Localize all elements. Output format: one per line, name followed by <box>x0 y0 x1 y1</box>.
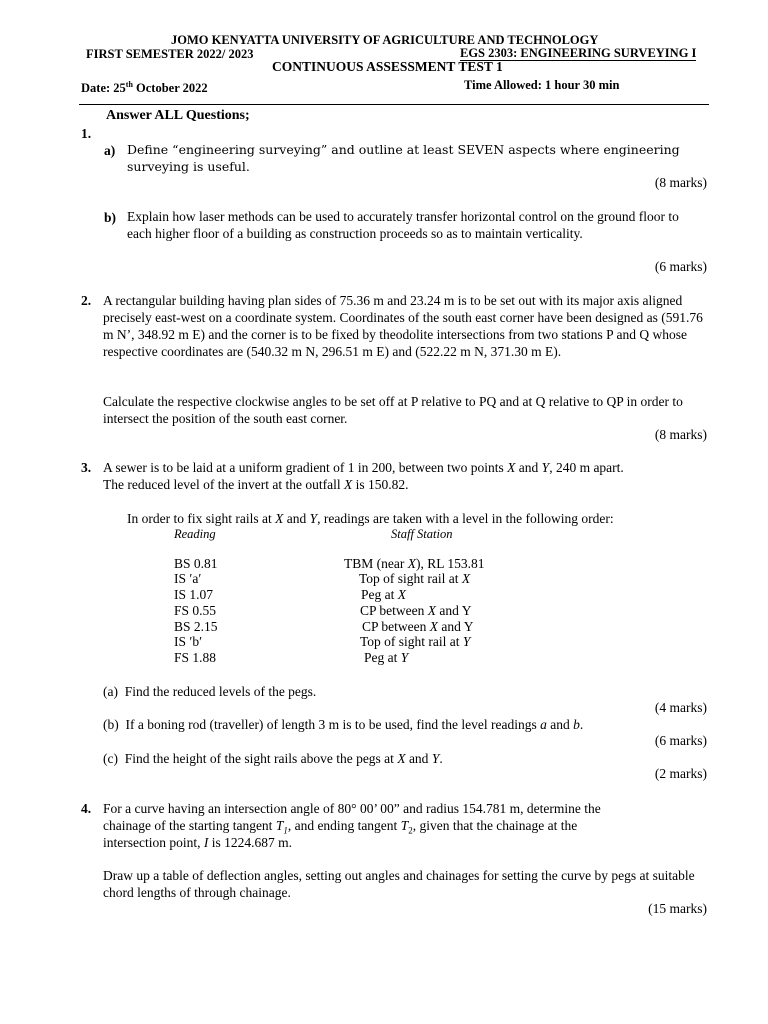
reading-cell: FS 0.55 <box>174 603 217 618</box>
col-header-reading: Reading <box>174 527 216 541</box>
reading-cell: IS ′a′ <box>174 571 202 586</box>
q4-text2: Draw up a table of deflection angles, setting out angles and chainages for setting the curve by pegs at suitable chord lengths of through chainage. <box>103 868 695 900</box>
q1b-text: Explain how laser methods can be used to accurately transfer horizontal control on the ground floor to each higher floor of a building as construction proceeds so as to maintain verticality. <box>127 209 679 241</box>
table-row <box>0 556 768 572</box>
station-cell: TBM (near X), RL 153.81 <box>344 556 485 571</box>
q4-number: 4. <box>81 801 92 816</box>
reading-cell: BS 2.15 <box>174 619 218 634</box>
reading-cell: IS ′b′ <box>174 634 203 649</box>
station-cell: Top of sight rail at Y <box>360 634 471 649</box>
q2-text: A rectangular building having plan sides of 75.36 m and 23.24 m is to be set out with its major axis aligned precisely east-west on a coordinate system. Coordinates of the south east corner have been designed as (591.76 m N’, 348.92 m E) and the corner is to be fixed by theodolite intersections from two stations P and Q whose respective coordinates are (540.32 m N, 296.51 m E) and (522.22 m N, 371.30 m E). <box>103 293 703 359</box>
table-row <box>0 603 768 619</box>
q4-line3: intersection point, I is 1224.687 m. <box>103 835 292 850</box>
table-row <box>0 650 768 666</box>
q3-number: 3. <box>81 460 92 475</box>
q3b-marks: (6 marks) <box>654 733 707 748</box>
header-divider <box>79 104 709 105</box>
q4-marks: (15 marks) <box>648 901 707 916</box>
q2-text2: Calculate the respective clockwise angles to be set off at P relative to PQ and at Q relative to QP in order to intersect the position of the south east corner. <box>103 394 683 426</box>
station-cell: CP between X and Y <box>362 619 474 634</box>
reading-cell: IS 1.07 <box>174 587 214 602</box>
time-allowed: Time Allowed: 1 hour 30 min <box>464 78 620 92</box>
exam-date: Date: 25th October 2022 <box>81 80 208 96</box>
semester: FIRST SEMESTER 2022/ 2023 <box>86 47 254 61</box>
reading-cell: FS 1.88 <box>174 650 217 665</box>
q4-line2: chainage of the starting tangent $T_1$, and ending tangent $T_2$, given that the chainage at the <box>103 818 578 836</box>
station-cell: Top of sight rail at X <box>359 571 471 586</box>
q1b-marks: (6 marks) <box>654 259 707 274</box>
q1a-label: a) <box>104 143 116 158</box>
station-cell: CP between X and Y <box>360 603 472 618</box>
q1-number: 1. <box>81 126 92 141</box>
table-row <box>0 587 768 603</box>
q1a-marks: (8 marks) <box>654 175 707 190</box>
col-header-station: Staff Station <box>391 527 453 541</box>
station-cell: Peg at Y <box>364 650 409 665</box>
q3a-marks: (4 marks) <box>654 700 707 715</box>
station-cell: Peg at X <box>361 587 406 602</box>
q3-part-b: (b) If a boning rod (traveller) of length 3 m is to be used, find the level readings a and b. <box>103 717 584 732</box>
q3-intro-line1: A sewer is to be laid at a uniform gradient of 1 in 200, between two points X and Y, 240 m apart. <box>103 460 624 475</box>
course-code: EGS 2303: ENGINEERING SURVEYING I <box>460 46 697 60</box>
test-title: CONTINUOUS ASSESSMENT TEST 1 <box>272 59 503 74</box>
table-row <box>0 634 768 650</box>
university-name: JOMO KENYATTA UNIVERSITY OF AGRICULTURE AND TECHNOLOGY <box>171 33 599 47</box>
q3-intro-line2: The reduced level of the invert at the outfall X is 150.82. <box>103 477 409 492</box>
q1b-label: b) <box>104 210 117 225</box>
reading-cell: BS 0.81 <box>174 556 218 571</box>
q3c-marks: (2 marks) <box>654 766 707 781</box>
q3-sight-text: In order to fix sight rails at X and Y, readings are taken with a level in the following order: <box>127 511 614 526</box>
q4-line1: For a curve having an intersection angle of 80° 00’ 00” and radius 154.781 m, determine the <box>103 801 601 816</box>
table-row <box>0 619 768 635</box>
instructions: Answer ALL Questions; <box>106 108 250 123</box>
q2-number: 2. <box>81 293 92 308</box>
q3-part-a: (a) Find the reduced levels of the pegs. <box>103 684 317 699</box>
q3-part-c: (c) Find the height of the sight rails above the pegs at X and Y. <box>103 751 443 766</box>
table-row <box>0 571 768 587</box>
q1a-text: Define “engineering surveying” and outline at least SEVEN aspects where engineering surveying is useful. <box>127 142 680 174</box>
q2-marks: (8 marks) <box>654 427 707 442</box>
